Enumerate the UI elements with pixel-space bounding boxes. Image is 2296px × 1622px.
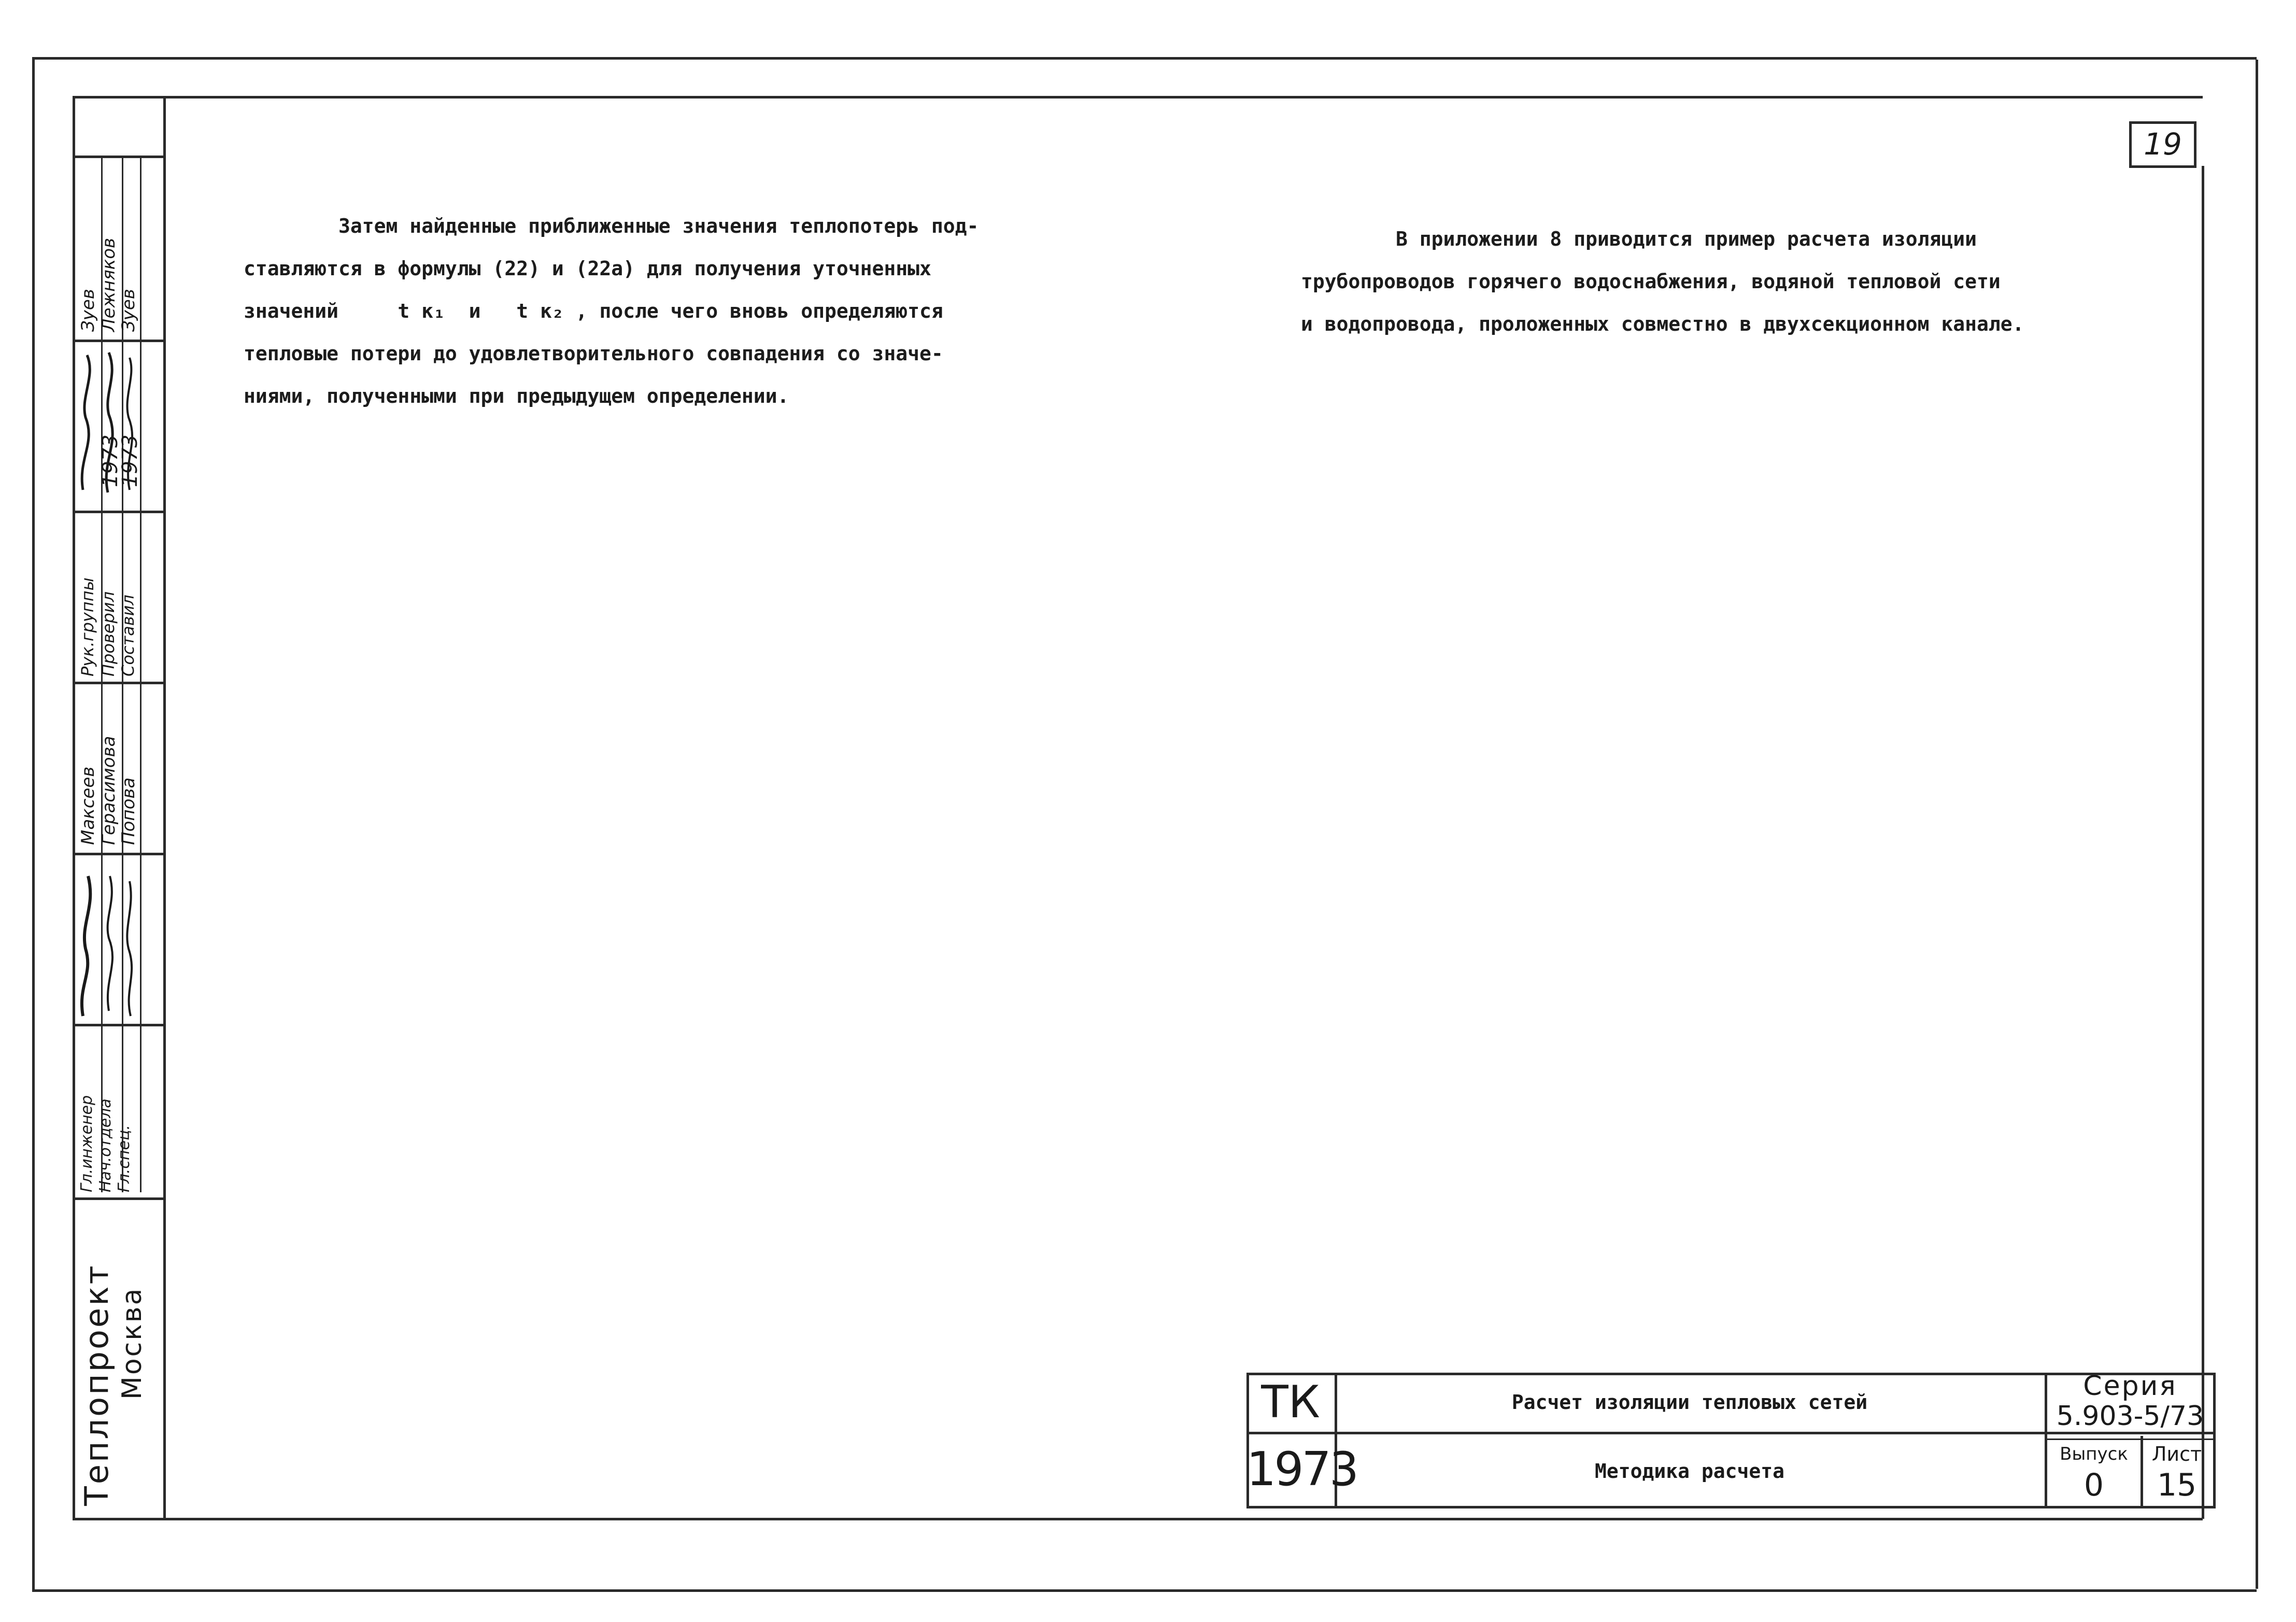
stamp-row-line [73, 340, 163, 342]
stamp-row-line [73, 511, 163, 513]
stamp-row-line [73, 853, 163, 855]
tb-sheet-value: 15 [2157, 1467, 2197, 1503]
tb-line [1246, 1506, 2216, 1508]
tb-code: ТК [1261, 1376, 1320, 1428]
stamp-row-line [73, 1197, 163, 1200]
tb-subtitle: Методика расчета [1594, 1460, 1785, 1483]
stamp-col-line [140, 156, 141, 1192]
stamp-role: Рук.группы [78, 577, 97, 676]
stamp-role: Проверил [98, 591, 118, 676]
stamp-row-line [73, 682, 163, 684]
page-number: 19 [2144, 126, 2182, 162]
text-line: ставляются в формулы (22) и (22а) для получения уточненных [244, 257, 931, 280]
tb-title: Расчет изоляции тепловых сетей [1511, 1391, 1868, 1414]
tb-sheet-label: Лист [2151, 1443, 2202, 1465]
tb-series-value: 5.903-5/73 [2056, 1401, 2204, 1432]
stamp-name: Максеев [78, 766, 98, 845]
outer-frame-right [2256, 60, 2258, 1589]
tb-line [2213, 1373, 2216, 1507]
stamp-role: Нач.отдела [96, 1098, 115, 1192]
stamp-col-line [73, 96, 75, 1519]
stamp-name: Зуев [118, 289, 139, 332]
stamp-date: 1973 [98, 434, 122, 487]
text-line: тепловые потери до удовлетворительного совпадения со значе- [244, 342, 943, 365]
stamp-date: 1973 [118, 434, 142, 487]
stamp-role: Гл.спец. [115, 1125, 133, 1192]
inner-frame-top [73, 96, 2203, 98]
text-line: трубопроводов горячего водоснабжения, водяной тепловой сети [1301, 270, 2001, 293]
text-line: Затем найденные приближенные значения теплопотерь под- [244, 215, 979, 237]
inner-frame-left [163, 96, 166, 1519]
stamp-org: Теплопроект [78, 1263, 116, 1506]
stamp-role: Составил [118, 595, 138, 676]
inner-frame-bottom [73, 1518, 2203, 1520]
outer-frame-top [32, 57, 2257, 60]
stamp-name: Герасимова [98, 736, 119, 845]
tb-issue-label: Выпуск [2060, 1444, 2128, 1464]
text-line: и водопровода, проложенных совместно в двухсекционном канале. [1301, 313, 2024, 335]
stamp-name: Зуев [78, 289, 98, 332]
stamp-name: Лежняков [98, 237, 119, 332]
signature-strokes [73, 345, 161, 500]
stamp-city: Москва [117, 1287, 148, 1400]
stamp-name: Попова [118, 777, 139, 845]
stamp-row-line [73, 156, 163, 158]
inner-frame-right [2202, 166, 2204, 1519]
tb-line [2045, 1438, 2213, 1440]
outer-frame-bottom [32, 1589, 2257, 1592]
stamp-role: Гл.инженер [78, 1095, 96, 1192]
text-line: В приложении 8 приводится пример расчета изоляции [1301, 228, 1977, 250]
right-text-block [1301, 218, 2182, 345]
tb-series-label: Серия [2083, 1371, 2177, 1402]
tb-issue-value: 0 [2084, 1467, 2104, 1503]
outer-frame-left [32, 57, 35, 1590]
text-line: ниями, полученными при предыдущем определении. [244, 385, 789, 407]
signature-strokes [73, 861, 161, 1026]
tb-year: 1973 [1246, 1442, 1357, 1497]
left-text-block [244, 205, 1099, 417]
text-line: значений t к₁ и t к₂ , после чего вновь определяются [244, 300, 943, 322]
